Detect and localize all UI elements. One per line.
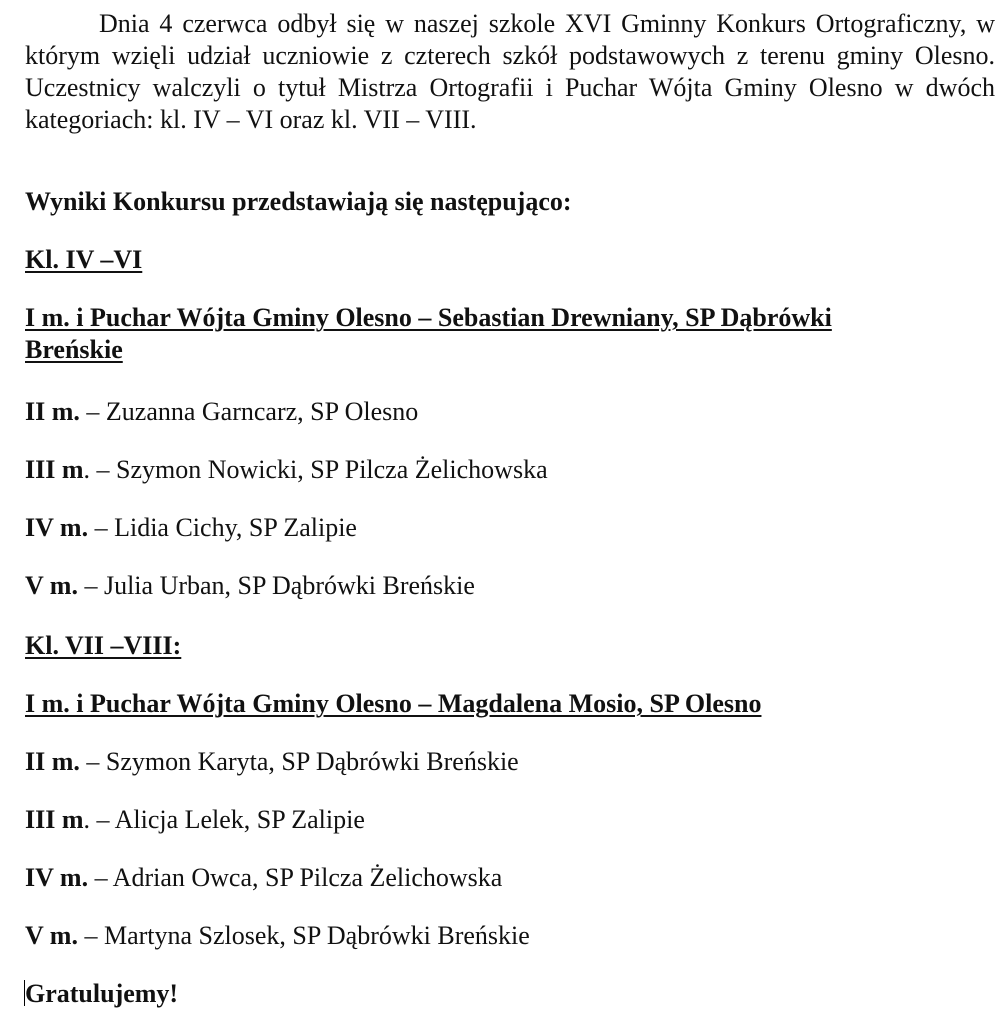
separator: . – xyxy=(83,455,117,484)
place-label: V m. xyxy=(25,571,78,600)
winner-vii-viii: I m. i Puchar Wójta Gminy Olesno – Magdalena Mosio, SP Olesno xyxy=(25,689,762,718)
separator: – xyxy=(88,513,115,542)
results-heading: Wyniki Konkursu przedstawiają się następująco: xyxy=(25,187,572,216)
category-title-iv-vi: Kl. IV –VI xyxy=(25,245,143,274)
place-label: IV m. xyxy=(25,513,89,542)
place-row xyxy=(25,804,365,836)
place-text: Szymon Nowicki, SP Pilcza Żelichowska xyxy=(116,455,548,484)
place-row xyxy=(25,570,475,602)
separator: – xyxy=(79,397,106,426)
intro-paragraph: Dnia 4 czerwca odbył się w naszej szkole XVI Gminny Konkurs Ortograficzny, w którym wzięli udział uczniowie z czterech szkół podstawowych z terenu gminy Olesno. Uczestnicy walczyli o tytuł Mistrza Ortografii i Puchar Wójta Gminy Olesno w dwóch kategoriach: kl. IV – VI oraz kl. VII – VIII. xyxy=(25,9,995,134)
place-text: Lidia Cichy, SP Zalipie xyxy=(114,513,357,542)
closing-text: Gratulujemy! xyxy=(25,979,179,1008)
separator: – xyxy=(88,863,113,892)
place-text: Alicja Lelek, SP Zalipie xyxy=(114,805,365,834)
separator: – xyxy=(79,747,106,776)
place-row xyxy=(25,454,548,486)
place-label: III m xyxy=(25,805,84,834)
separator: – xyxy=(77,921,104,950)
place-label: IV m. xyxy=(25,863,89,892)
place-text: Julia Urban, SP Dąbrówki Breńskie xyxy=(103,571,475,600)
place-text: Martyna Szlosek, SP Dąbrówki Breńskie xyxy=(103,921,530,950)
place-text: Adrian Owca, SP Pilcza Żelichowska xyxy=(112,863,503,892)
place-row xyxy=(25,396,418,428)
place-row xyxy=(25,920,530,952)
separator: – xyxy=(77,571,104,600)
place-label: II m. xyxy=(25,747,80,776)
place-text: Zuzanna Garncarz, SP Olesno xyxy=(105,397,419,426)
place-text: Szymon Karyta, SP Dąbrówki Breńskie xyxy=(105,747,519,776)
place-row xyxy=(25,512,357,544)
place-label: II m. xyxy=(25,397,80,426)
place-row xyxy=(25,746,519,778)
separator: . – xyxy=(83,805,115,834)
place-row xyxy=(25,862,502,894)
category-title-vii-viii: Kl. VII –VIII: xyxy=(25,631,182,660)
place-label: III m xyxy=(25,455,84,484)
place-label: V m. xyxy=(25,921,78,950)
winner-iv-vi: I m. i Puchar Wójta Gminy Olesno – Sebastian Drewniany, SP Dąbrówki Breńskie xyxy=(25,303,832,364)
